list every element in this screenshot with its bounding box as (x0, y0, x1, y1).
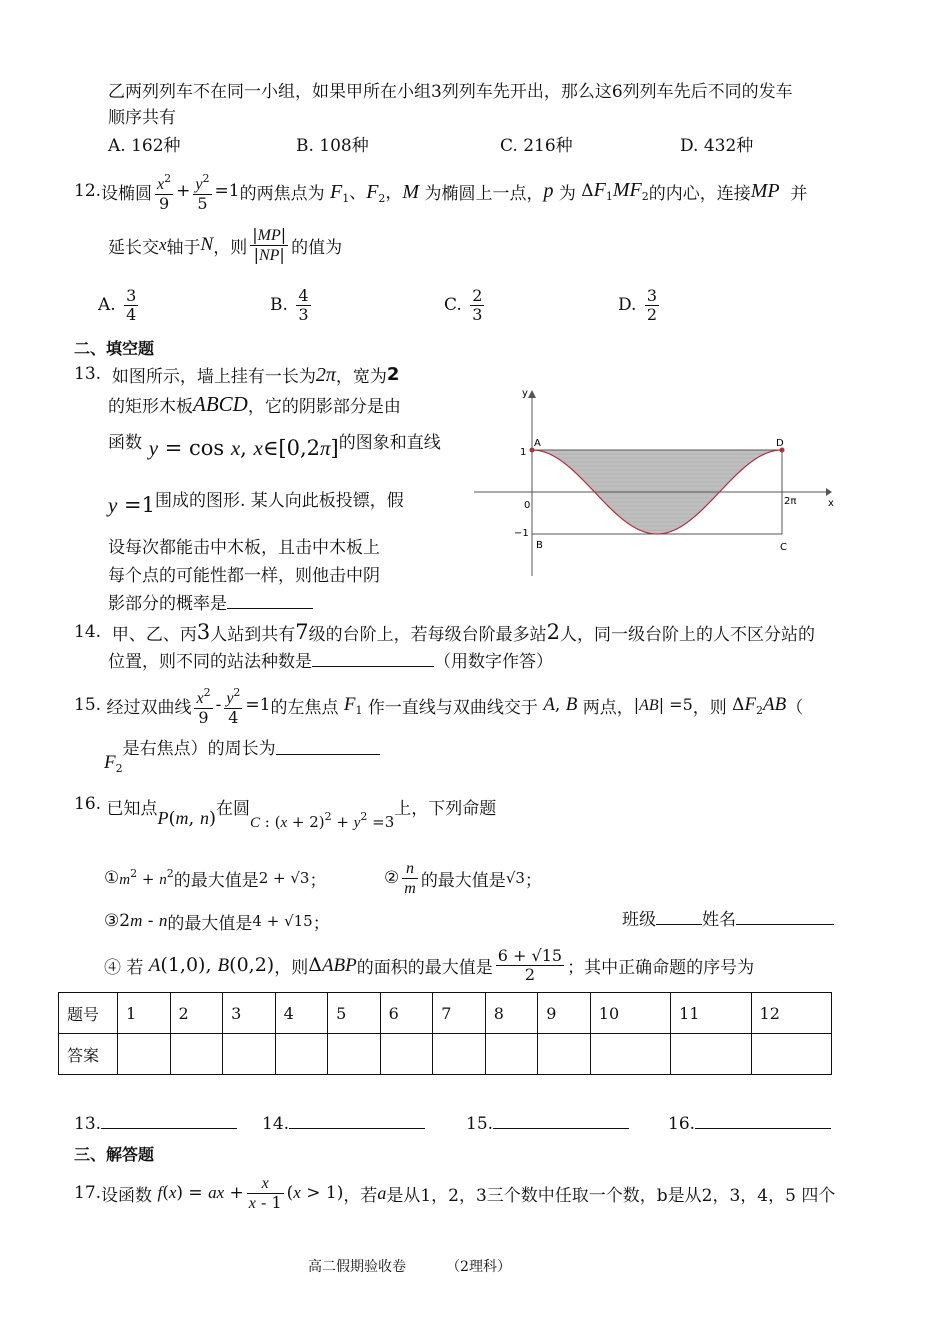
table-cell-number: 8 (485, 993, 538, 1034)
answer-cell[interactable] (275, 1034, 328, 1075)
q16-claim1-text: 的最大值是 (173, 870, 259, 891)
fill-blank-13 (74, 1112, 237, 1136)
fill-blank-14-line[interactable] (289, 1112, 425, 1129)
q12-option-c (444, 280, 487, 330)
table-head-number: 题号 (59, 993, 118, 1034)
tick-1: 1 (520, 447, 527, 458)
q11-line2: 顺序共有 (108, 108, 176, 128)
q12-text-2: 的两焦点为 (239, 183, 325, 204)
answer-cell[interactable] (380, 1034, 433, 1075)
q12-option-b-num: 4 (298, 285, 309, 305)
q13-line6: 每个点的可能性都一样，则他击中阴 (108, 566, 380, 586)
q13-text-1a: 如图所示，墙上挂有一长为 (111, 366, 316, 387)
q13-line7 (108, 592, 313, 616)
fill-blank-13-line[interactable] (101, 1112, 237, 1129)
q11-option-d: D. 432种 (680, 136, 754, 156)
q14-text-1d: 人，同一级台阶上的人不区分站的 (559, 624, 815, 645)
label-d: D (776, 438, 784, 449)
answer-cell[interactable] (751, 1034, 831, 1075)
q16-number: 16. (74, 794, 102, 814)
q16-claim2: ② $\frac{n}{m}$ 的最大值是 √3 ； (384, 859, 542, 897)
label-c: C (780, 542, 787, 553)
q11-line1: 乙两列列车不在同一小组，如果甲所在小组3列列车先开出，那么这6列列车先后不同的发车 (108, 82, 793, 102)
section-fill-in-title: 二、填空题 (74, 339, 155, 358)
q11-option-b: B. 108种 (296, 136, 369, 156)
table-cell-number: 7 (433, 993, 486, 1034)
q12-option-b (270, 280, 314, 330)
q16-claim4-text-2: 的面积的最大值是 (356, 957, 493, 978)
q14-text-2a: 位置，则不同的站法种数是 (108, 652, 312, 672)
answer-cell[interactable] (538, 1034, 591, 1075)
q12-line2: 延长交 x 轴于 N ，则 $\frac{|MP|}{|NP|}$ 的值为 (108, 224, 343, 264)
q16-claim3-mark: ③ (104, 911, 120, 931)
q12-text-1: 设椭圆 (101, 183, 153, 204)
q12-text-7: 延长交 (108, 237, 159, 258)
q14-line1: 14. 甲、乙、丙 3 人站到共有 7 级的台阶上，若每级台阶最多站 2 人，同一级台阶上的人不区分站的 (74, 620, 815, 645)
q16-claim3: ③ 2m - n 的最大值是 4 + √15 ； (104, 906, 330, 936)
q13-text-3a: 函数 (108, 432, 142, 453)
q12-text-6: 并 (790, 183, 808, 204)
q13-line5: 设每次都能击中木板，且击中木板上 (108, 538, 380, 558)
table-cell-number: 3 (223, 993, 276, 1034)
tick-0: 0 (524, 500, 531, 511)
q17-text-b: ，若 (343, 1185, 378, 1206)
q11-option-a: A. 162种 (108, 136, 181, 156)
q11-option-c: C. 216种 (500, 136, 573, 156)
q13-text-3b: 的图象和直线 (338, 432, 441, 453)
q12-option-c-den: 3 (472, 304, 483, 324)
q16-claim2-end: ； (524, 870, 542, 891)
footer-title: 高二假期验收卷 (308, 1259, 406, 1275)
q16-claim4-text-1: ，则 (274, 957, 309, 978)
table-cell-number: 10 (590, 993, 670, 1034)
q12-option-d (618, 280, 662, 330)
q15-text-1f: （ (786, 697, 804, 718)
q16-claim2-text: 的最大值是 (420, 870, 506, 891)
fill-blank-14-label: 14. (262, 1114, 290, 1134)
q14-answer-blank (312, 650, 434, 667)
table-row (59, 1034, 832, 1075)
answer-cell[interactable] (671, 1034, 751, 1075)
q12-text-8: 轴于 (166, 237, 201, 258)
q14-number: 14. (74, 622, 102, 642)
q16-text-1a: 已知点 (106, 799, 158, 819)
footer (308, 1256, 511, 1276)
label-a: A (534, 438, 541, 449)
answer-cell[interactable] (433, 1034, 486, 1075)
q15-text-2b: 是右焦点）的周长为 (122, 739, 276, 759)
table-cell-number: 2 (170, 993, 223, 1034)
class-blank[interactable] (656, 908, 702, 925)
answer-cell[interactable] (485, 1034, 538, 1075)
q17-number: 17. (74, 1183, 102, 1203)
q17-text-a: 设函数 (101, 1185, 153, 1206)
table-cell-number: 11 (671, 993, 751, 1034)
table-cell-number: 9 (538, 993, 591, 1034)
q16-claim1-end: ； (309, 870, 327, 891)
q12-number: 12. (74, 181, 102, 201)
table-cell-number: 6 (380, 993, 433, 1034)
q12-option-a (98, 280, 141, 330)
fill-blank-16-label: 16. (668, 1114, 696, 1134)
table-head-answer: 答案 (59, 1034, 118, 1075)
q16-claim4-text-3: ；其中正确命题的序号为 (567, 957, 755, 978)
fill-blank-15-line[interactable] (493, 1112, 629, 1129)
y-axis-label: y (522, 388, 528, 399)
q12-text-4: 为 (558, 183, 576, 204)
fill-blank-16 (668, 1112, 831, 1136)
q15-number: 15. (74, 695, 102, 715)
q16-text-1c: 上，下列命题 (394, 799, 497, 819)
fill-blank-16-line[interactable] (695, 1112, 831, 1129)
fill-blank-14 (262, 1112, 425, 1136)
q12-option-a-den: 4 (126, 304, 137, 324)
table-cell-number: 5 (328, 993, 381, 1034)
q12-option-d-num: 3 (646, 285, 658, 305)
q13-text-7: 影部分的概率是 (108, 594, 227, 614)
q12-option-d-den: 2 (646, 304, 658, 324)
name-blank[interactable] (736, 908, 834, 925)
q12-option-a-num: 3 (126, 285, 137, 305)
label-b: B (536, 540, 543, 551)
q16-claim4-mark: ④ 若 (104, 957, 144, 978)
q13-line4: y =1 围成的图形. 某人向此板投镖，假 (108, 478, 404, 518)
q16-claim3-text: 的最大值是 (167, 913, 253, 934)
q13-text-2b: ，它的阴影部分是由 (247, 396, 401, 417)
tick-2pi: 2π (784, 496, 797, 507)
answer-cell[interactable] (118, 1034, 171, 1075)
fill-blank-13-label: 13. (74, 1114, 102, 1134)
q13-text-4b: 围成的图形. 某人向此板投镖，假 (154, 490, 404, 511)
q12-option-b-den: 3 (298, 304, 309, 324)
table-cell-number: 1 (118, 993, 171, 1034)
q14-line2 (108, 650, 553, 674)
hyperbola-term-y: $\frac{y^2}{4}$ (226, 685, 241, 727)
fill-blank-15-label: 15. (466, 1114, 494, 1134)
ellipse-term-y: $\frac{y^2}{5}$ (195, 171, 210, 213)
x-axis-label: x (828, 498, 834, 509)
q13-line2: 的矩形木板 ABCD ，它的阴影部分是由 (108, 391, 401, 417)
section-solution-title: 三、解答题 (74, 1145, 155, 1164)
ellipse-term-x: $\frac{x^2}{9}$ (157, 171, 172, 213)
answer-table (58, 992, 832, 1075)
y-axis-arrow (528, 390, 536, 398)
q13-number: 13. (74, 364, 102, 384)
q13-text-2a: 的矩形木板 (108, 396, 193, 417)
q14-text-1a: 甲、乙、丙 (111, 624, 197, 645)
q16-claim2-mark: ② (384, 868, 400, 888)
class-label: 班级 (622, 910, 656, 930)
tick-minus-1: −1 (514, 528, 529, 539)
q12-option-a-label: A. (98, 295, 116, 315)
q14-text-2b: （用数字作答） (434, 652, 553, 672)
answer-cell[interactable] (170, 1034, 223, 1075)
q13-line3: 函数 y = cos x, x∈[0,2π] 的图象和直线 (108, 420, 441, 460)
q12-option-b-label: B. (270, 295, 288, 315)
q12-text-3: 为椭圆上一点， (424, 183, 544, 204)
answer-cell[interactable] (223, 1034, 276, 1075)
q15-text-1c: 作一直线与双曲线交于 (367, 697, 538, 718)
q17-text-c: 是从1，2，3三个数中任取一个数，b是从2，3，4，5 四个 (386, 1185, 836, 1206)
q16-text-1b: 在圆 (215, 799, 250, 819)
q16-claim1-mark: ① (104, 868, 120, 888)
class-name-fields (622, 908, 834, 932)
q12-option-c-label: C. (444, 295, 462, 315)
q15-text-1a: 经过双曲线 (106, 697, 192, 718)
mp-np-ratio: $\frac{|MP|}{|NP|}$ (252, 224, 287, 264)
q13-answer-blank (227, 592, 313, 609)
q16-line1: 16. 已知点 P(m, n) 在圆 C : $(x + 2)^2 + y^2 =3$ 上，下列命题 (74, 794, 497, 831)
q12-text-9: ，则 (213, 237, 248, 258)
q15-text-1b: 的左焦点 (270, 697, 339, 718)
q13-line1: 13. 如图所示，墙上挂有一长为 2π ，宽为 2 (74, 363, 400, 387)
q12-text-10: 的值为 (291, 237, 343, 258)
name-label: 姓名 (702, 910, 736, 930)
hyperbola-term-x: $\frac{x^2}{9}$ (196, 685, 211, 727)
q13-text-1b: ，宽为 (335, 366, 387, 387)
q15-text-1e: ，则 (692, 697, 727, 718)
q14-text-1c: 级的台阶上，若每级台阶最多站 (308, 624, 547, 645)
x-axis-arrow (826, 488, 832, 496)
q16-claim4: ④ 若 A(1,0), B(0,2) ，则 ΔABP 的面积的最大值是 $\frac{6 + √15}{2}$ ；其中正确命题的序号为 (104, 945, 755, 984)
table-cell-number: 12 (751, 993, 831, 1034)
cosine-figure (470, 380, 840, 580)
q14-text-1b: 人站到共有 (210, 624, 296, 645)
q15-answer-blank (276, 738, 380, 755)
q12-text-5: 的内心，连接 (648, 183, 751, 204)
q15-line1: 15. 经过双曲线 $\frac{x^2}{9}$ - $\frac{y^2}{4}$ =1 的左焦点 $F_1$ 作一直线与双曲线交于 A, B 两点， |AB| =5 ，则 $\Delta F_2AB$ （ (74, 685, 804, 727)
q15-text-1d: 两点， (582, 697, 634, 718)
q12-line1: 12. 设椭圆 $\frac{x^2}{9}$ + $\frac{y^2}{5}$ =1 的两焦点为 $F_1$、$F_2$，M 为椭圆上一点， p 为 $\Delta F_1MF_2$ 的内心，连接 MP 并 (74, 171, 808, 213)
table-cell-number: 4 (275, 993, 328, 1034)
footer-page: （2理科） (446, 1259, 511, 1275)
q12-option-c-num: 2 (472, 285, 483, 305)
answer-cell[interactable] (590, 1034, 670, 1075)
fill-blank-15 (466, 1112, 629, 1136)
q15-line2: $F_2$ 是右焦点）的周长为 (104, 734, 380, 778)
answer-cell[interactable] (328, 1034, 381, 1075)
q16-claim3-end: ； (312, 913, 330, 934)
q16-claim1: ① $m^2 + n^2$ 的最大值是 2 + √3 ； (104, 867, 327, 891)
q12-option-d-label: D. (618, 295, 637, 315)
q17-line1: 17. 设函数 f(x) = ax + $\frac{x}{x - 1}$ (x > 1) ，若 a 是从1，2，3三个数中任取一个数，b是从2，3，4，5 四个 (74, 1174, 836, 1212)
table-row (59, 993, 832, 1034)
